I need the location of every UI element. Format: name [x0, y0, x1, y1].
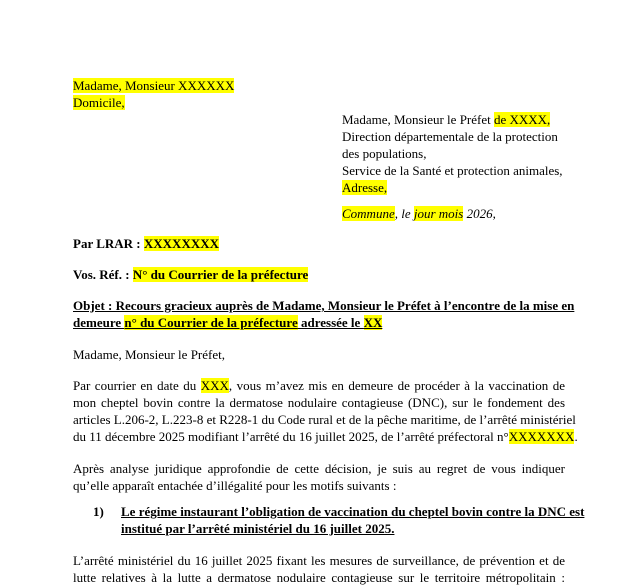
date-sep: , le — [394, 206, 414, 221]
sender-block — [73, 77, 234, 111]
date-year: 2026, — [463, 206, 496, 221]
para3-l2: lutte relatives à la lutte a dermatose nodulaire contagieuse sur le territoire métropolitain : — [73, 570, 565, 585]
date-commune: Commune — [342, 206, 395, 221]
recipient-title: Madame, Monsieur le Préfet — [342, 112, 494, 127]
recipient-block — [342, 111, 563, 196]
para1-l3: articles L.206-2, L.223-8 et R228-1 du Code rural et de la pêche maritime, de l’arrêté ministériel — [73, 412, 576, 427]
section-1-number: 1) — [93, 504, 104, 519]
object-line-2b: adressée le — [297, 315, 364, 330]
date-line — [342, 205, 496, 222]
section-1-l2: institué par l’arrêté ministériel du 16 juillet 2025. — [121, 521, 395, 536]
object-block — [73, 297, 575, 331]
para2-l1: Après analyse juridique approfondie de cette décision, je suis au regret de vous indiquer — [73, 461, 565, 476]
reference-label: Vos. Réf. : — [73, 267, 133, 282]
object-date: XX — [363, 315, 383, 330]
reference-line — [73, 266, 308, 283]
section-1-l1: Le régime instaurant l’obligation de vaccination du cheptel bovin contre la DNC est — [121, 504, 585, 519]
lrar-label: Par LRAR : — [73, 236, 144, 251]
para1-l1b: , vous m’avez mis en demeure de procéder à la vaccination de — [228, 378, 565, 393]
paragraph-1 — [73, 377, 578, 445]
salutation: Madame, Monsieur le Préfet, — [73, 347, 225, 362]
recipient-service: Service de la Santé et protection animales, — [342, 163, 563, 178]
sender-address: Domicile, — [73, 95, 125, 110]
para3-l1: L’arrêté ministériel du 16 juillet 2025 fixant les mesures de surveillance, de prévention et de — [73, 553, 565, 568]
object-line-2a: demeure — [73, 315, 125, 330]
lrar-value: XXXXXXXX — [143, 236, 219, 251]
recipient-address: Adresse, — [342, 180, 388, 195]
object-line-1: Objet : Recours gracieux auprès de Madame, Monsieur le Préfet à l’encontre de la mise en — [73, 298, 575, 313]
lrar-line — [73, 235, 219, 252]
para1-l1a: Par courrier en date du — [73, 378, 201, 393]
para1-date: XXX — [200, 378, 229, 393]
paragraph-3 — [73, 552, 565, 586]
para1-arrete-number: XXXXXXX — [508, 429, 575, 444]
paragraph-2 — [73, 460, 565, 494]
para2-l2: qu’elle apparaît entachée d’illégalité pour les motifs suivants : — [73, 478, 397, 493]
date-day-month: jour mois — [413, 206, 464, 221]
object-courrier-ref: n° du Courrier de la préfecture — [124, 315, 298, 330]
recipient-direction-cont: des populations, — [342, 146, 427, 161]
para1-l4a: du 11 décembre 2025 modifiant l’arrêté du 16 juillet 2025, de l’arrêté préfectoral n° — [73, 429, 509, 444]
reference-value: N° du Courrier de la préfecture — [132, 267, 309, 282]
section-1-heading — [121, 503, 585, 537]
recipient-direction: Direction départementale de la protection — [342, 129, 558, 144]
para1-l4b: . — [574, 429, 578, 444]
para1-l2: mon cheptel bovin contre la dermatose nodulaire contagieuse (DNC), sur le fondement des — [73, 395, 565, 410]
sender-name: Madame, Monsieur XXXXXX — [73, 78, 235, 93]
recipient-department: de XXXX, — [493, 112, 551, 127]
